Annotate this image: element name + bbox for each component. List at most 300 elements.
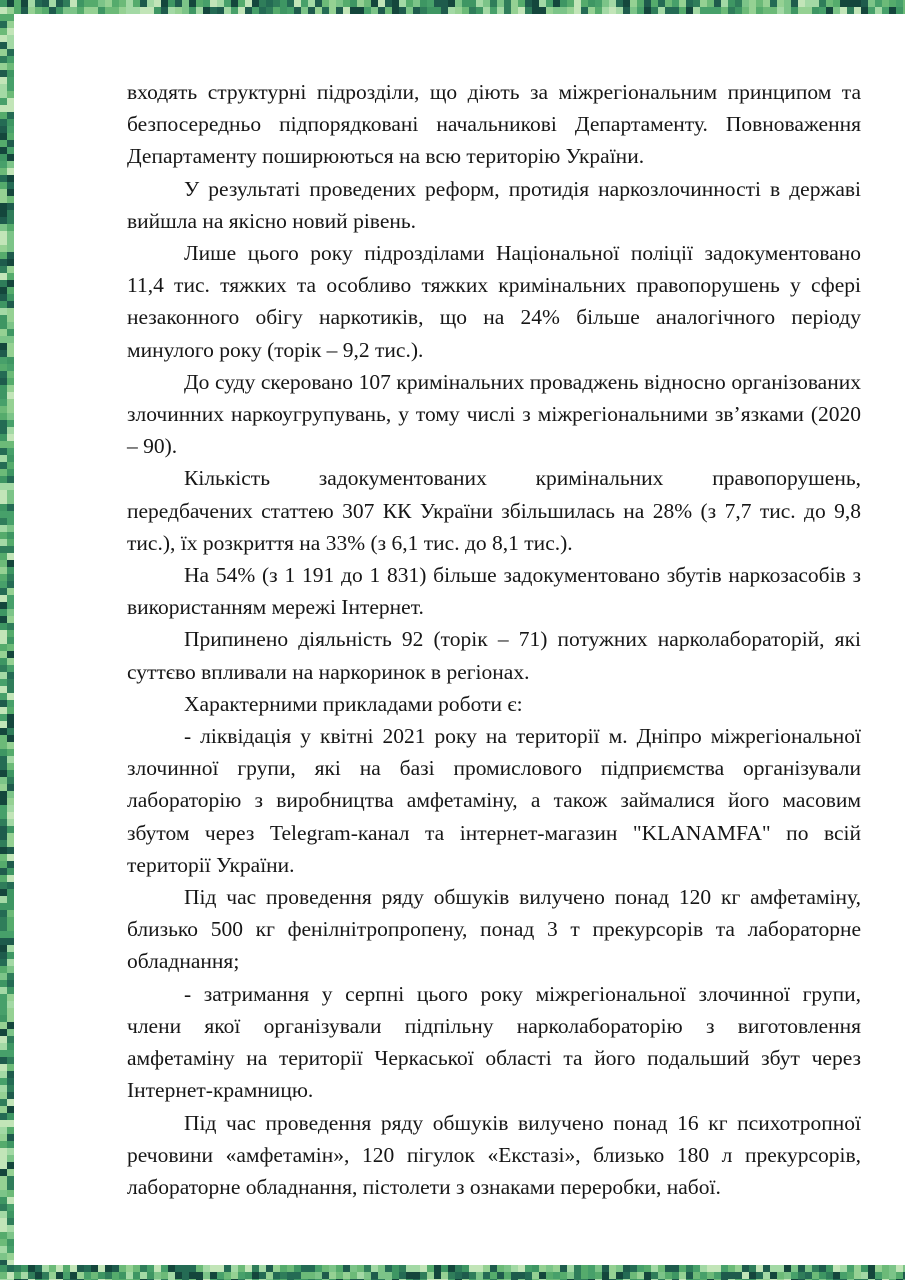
mosaic-square (0, 448, 7, 455)
mosaic-square (0, 462, 7, 469)
mosaic-square (315, 7, 322, 14)
mosaic-square (7, 196, 14, 203)
mosaic-square (609, 7, 616, 14)
mosaic-square (511, 7, 518, 14)
mosaic-square (182, 1272, 189, 1279)
mosaic-square (7, 168, 14, 175)
mosaic-square (0, 119, 7, 126)
mosaic-square (0, 742, 7, 749)
mosaic-square (728, 1272, 735, 1279)
mosaic-square (0, 1183, 7, 1190)
mosaic-square (812, 0, 819, 7)
mosaic-square (0, 1197, 7, 1204)
mosaic-square (21, 0, 28, 7)
mosaic-square (280, 0, 287, 7)
mosaic-square (0, 350, 7, 357)
mosaic-square (315, 1265, 322, 1272)
mosaic-square (0, 1071, 7, 1078)
mosaic-square (0, 1085, 7, 1092)
mosaic-square (0, 525, 7, 532)
mosaic-square (658, 7, 665, 14)
mosaic-square (0, 896, 7, 903)
mosaic-square (504, 1265, 511, 1272)
mosaic-square (56, 1265, 63, 1272)
mosaic-square (0, 385, 7, 392)
mosaic-square (63, 7, 70, 14)
mosaic-square (840, 7, 847, 14)
mosaic-square (7, 273, 14, 280)
mosaic-square (0, 1113, 7, 1120)
mosaic-square (0, 1141, 7, 1148)
mosaic-square (77, 0, 84, 7)
mosaic-square (294, 0, 301, 7)
mosaic-square (7, 224, 14, 231)
mosaic-square (791, 1272, 798, 1279)
mosaic-square (406, 1265, 413, 1272)
mosaic-square (42, 1272, 49, 1279)
mosaic-square (0, 224, 7, 231)
mosaic-square (7, 1141, 14, 1148)
mosaic-square (567, 1265, 574, 1272)
mosaic-square (0, 1120, 7, 1127)
mosaic-square (854, 7, 861, 14)
mosaic-square (497, 7, 504, 14)
mosaic-square (777, 0, 784, 7)
mosaic-square (546, 1265, 553, 1272)
mosaic-square (0, 693, 7, 700)
mosaic-square (882, 0, 889, 7)
mosaic-square (238, 0, 245, 7)
mosaic-square (0, 252, 7, 259)
mosaic-square (0, 651, 7, 658)
mosaic-square (7, 245, 14, 252)
mosaic-square (0, 1211, 7, 1218)
mosaic-square (497, 1272, 504, 1279)
mosaic-square (343, 1272, 350, 1279)
mosaic-square (560, 1265, 567, 1272)
mosaic-square (7, 21, 14, 28)
mosaic-square (7, 581, 14, 588)
mosaic-square (532, 0, 539, 7)
mosaic-square (0, 294, 7, 301)
mosaic-square (0, 700, 7, 707)
mosaic-square (714, 1272, 721, 1279)
mosaic-square (7, 1064, 14, 1071)
mosaic-square (7, 462, 14, 469)
mosaic-square (0, 1176, 7, 1183)
mosaic-square (0, 567, 7, 574)
mosaic-square (7, 966, 14, 973)
mosaic-square (378, 7, 385, 14)
mosaic-square (91, 1265, 98, 1272)
mosaic-square (854, 0, 861, 7)
mosaic-square (147, 1272, 154, 1279)
mosaic-square (476, 1265, 483, 1272)
mosaic-square (0, 1092, 7, 1099)
mosaic-square (7, 56, 14, 63)
mosaic-square (826, 1272, 833, 1279)
mosaic-square (399, 1265, 406, 1272)
mosaic-square (182, 1265, 189, 1272)
mosaic-square (7, 490, 14, 497)
mosaic-square (0, 154, 7, 161)
mosaic-square (392, 0, 399, 7)
mosaic-square (7, 749, 14, 756)
mosaic-square (819, 7, 826, 14)
mosaic-square (14, 1265, 21, 1272)
mosaic-square (140, 7, 147, 14)
mosaic-square (7, 0, 14, 7)
mosaic-square (700, 0, 707, 7)
mosaic-square (7, 280, 14, 287)
mosaic-square (308, 0, 315, 7)
mosaic-square (0, 105, 7, 112)
mosaic-square (7, 77, 14, 84)
mosaic-square (7, 672, 14, 679)
mosaic-square (469, 1265, 476, 1272)
mosaic-square (343, 0, 350, 7)
mosaic-square (7, 301, 14, 308)
mosaic-square (560, 1272, 567, 1279)
mosaic-square (0, 98, 7, 105)
mosaic-square (77, 1272, 84, 1279)
mosaic-square (0, 770, 7, 777)
mosaic-square (175, 1272, 182, 1279)
mosaic-square (588, 7, 595, 14)
mosaic-square (441, 1272, 448, 1279)
mosaic-square (224, 0, 231, 7)
mosaic-square (7, 154, 14, 161)
mosaic-square (0, 749, 7, 756)
mosaic-square (735, 1265, 742, 1272)
mosaic-square (476, 0, 483, 7)
mosaic-square (413, 1265, 420, 1272)
mosaic-square (0, 1204, 7, 1211)
mosaic-square (875, 0, 882, 7)
mosaic-square (7, 721, 14, 728)
mosaic-square (784, 0, 791, 7)
mosaic-square (224, 7, 231, 14)
mosaic-square (420, 1272, 427, 1279)
mosaic-square (539, 1272, 546, 1279)
mosaic-square (273, 1265, 280, 1272)
mosaic-square (7, 1148, 14, 1155)
mosaic-square (0, 1001, 7, 1008)
mosaic-square (539, 1265, 546, 1272)
mosaic-square (0, 441, 7, 448)
mosaic-square (0, 336, 7, 343)
mosaic-square (448, 0, 455, 7)
mosaic-square (91, 7, 98, 14)
mosaic-square (651, 0, 658, 7)
mosaic-square (854, 1272, 861, 1279)
mosaic-square (525, 7, 532, 14)
mosaic-square (28, 7, 35, 14)
mosaic-square (0, 1239, 7, 1246)
mosaic-square (595, 7, 602, 14)
mosaic-square (728, 1265, 735, 1272)
mosaic-square (56, 7, 63, 14)
mosaic-square (0, 574, 7, 581)
mosaic-square (525, 0, 532, 7)
paragraph-documented-crimes: Лише цього року підрозділами Національної поліції задокументовано 11,4 тис. тяжких та особливо тяжких кримінальних правопорушень у сфері незаконного обігу наркотиків, що на 24% більше аналогічного періоду минулого року (торік – 9,2 тис.). (127, 241, 861, 362)
mosaic-square (7, 497, 14, 504)
mosaic-square (161, 7, 168, 14)
mosaic-square (826, 7, 833, 14)
mosaic-square (658, 1265, 665, 1272)
mosaic-square (0, 826, 7, 833)
mosaic-square (35, 1272, 42, 1279)
mosaic-square (637, 7, 644, 14)
mosaic-square (532, 1265, 539, 1272)
mosaic-square (245, 7, 252, 14)
mosaic-square (840, 1272, 847, 1279)
mosaic-square (7, 959, 14, 966)
mosaic-square (0, 273, 7, 280)
mosaic-square (7, 833, 14, 840)
mosaic-square (553, 7, 560, 14)
mosaic-square (672, 0, 679, 7)
mosaic-square (0, 938, 7, 945)
mosaic-square (196, 7, 203, 14)
mosaic-square (168, 1272, 175, 1279)
mosaic-square (763, 7, 770, 14)
mosaic-square (147, 7, 154, 14)
mosaic-square (658, 1272, 665, 1279)
mosaic-square (0, 987, 7, 994)
mosaic-square (7, 70, 14, 77)
mosaic-square (0, 1057, 7, 1064)
mosaic-square (7, 1078, 14, 1085)
mosaic-square (511, 1265, 518, 1272)
mosaic-square (112, 7, 119, 14)
mosaic-square (0, 511, 7, 518)
mosaic-square (518, 1265, 525, 1272)
mosaic-square (651, 1265, 658, 1272)
mosaic-square (98, 1265, 105, 1272)
mosaic-square (259, 7, 266, 14)
mosaic-square (7, 448, 14, 455)
mosaic-square (679, 1265, 686, 1272)
mosaic-square (0, 497, 7, 504)
mosaic-square (329, 1272, 336, 1279)
mosaic-square (7, 924, 14, 931)
mosaic-square (0, 854, 7, 861)
mosaic-square (273, 0, 280, 7)
mosaic-square (784, 1272, 791, 1279)
mosaic-square (546, 0, 553, 7)
mosaic-square (0, 196, 7, 203)
mosaic-square (385, 1265, 392, 1272)
decorative-border-top (0, 0, 905, 14)
mosaic-square (749, 1272, 756, 1279)
mosaic-square (672, 1265, 679, 1272)
mosaic-square (441, 7, 448, 14)
mosaic-square (7, 329, 14, 336)
mosaic-square (168, 1265, 175, 1272)
mosaic-square (0, 182, 7, 189)
mosaic-square (7, 609, 14, 616)
mosaic-square (392, 1265, 399, 1272)
mosaic-square (7, 1099, 14, 1106)
mosaic-square (7, 91, 14, 98)
mosaic-square (7, 231, 14, 238)
mosaic-square (112, 0, 119, 7)
mosaic-square (175, 7, 182, 14)
mosaic-square (896, 1265, 903, 1272)
mosaic-square (0, 861, 7, 868)
mosaic-square (0, 434, 7, 441)
mosaic-square (7, 1155, 14, 1162)
mosaic-square (7, 805, 14, 812)
mosaic-square (252, 7, 259, 14)
mosaic-square (0, 392, 7, 399)
mosaic-square (553, 1272, 560, 1279)
mosaic-square (7, 1057, 14, 1064)
mosaic-square (7, 1071, 14, 1078)
mosaic-square (7, 707, 14, 714)
mosaic-square (7, 588, 14, 595)
mosaic-square (7, 910, 14, 917)
mosaic-square (49, 1272, 56, 1279)
mosaic-square (7, 413, 14, 420)
mosaic-square (0, 413, 7, 420)
mosaic-square (7, 287, 14, 294)
mosaic-square (567, 0, 574, 7)
mosaic-square (0, 518, 7, 525)
mosaic-square (0, 1265, 7, 1272)
mosaic-square (721, 0, 728, 7)
mosaic-square (441, 1265, 448, 1272)
mosaic-square (889, 1272, 896, 1279)
mosaic-square (868, 7, 875, 14)
mosaic-square (469, 7, 476, 14)
mosaic-square (7, 371, 14, 378)
mosaic-square (7, 637, 14, 644)
mosaic-square (231, 0, 238, 7)
mosaic-square (196, 1272, 203, 1279)
mosaic-square (287, 1272, 294, 1279)
mosaic-square (875, 7, 882, 14)
mosaic-square (518, 7, 525, 14)
mosaic-square (0, 546, 7, 553)
mosaic-square (0, 602, 7, 609)
mosaic-square (602, 1265, 609, 1272)
mosaic-square (105, 7, 112, 14)
mosaic-square (7, 693, 14, 700)
mosaic-square (7, 105, 14, 112)
mosaic-square (7, 504, 14, 511)
mosaic-square (168, 0, 175, 7)
mosaic-square (812, 1265, 819, 1272)
mosaic-square (343, 7, 350, 14)
mosaic-square (210, 7, 217, 14)
mosaic-square (0, 805, 7, 812)
mosaic-square (0, 1253, 7, 1260)
mosaic-square (252, 1272, 259, 1279)
mosaic-square (679, 1272, 686, 1279)
mosaic-square (0, 308, 7, 315)
mosaic-square (539, 0, 546, 7)
mosaic-square (686, 1265, 693, 1272)
mosaic-square (623, 0, 630, 7)
mosaic-square (336, 1265, 343, 1272)
mosaic-square (490, 0, 497, 7)
mosaic-square (546, 7, 553, 14)
mosaic-square (105, 1272, 112, 1279)
mosaic-square (805, 0, 812, 7)
mosaic-square (518, 1272, 525, 1279)
mosaic-square (280, 1265, 287, 1272)
mosaic-square (189, 0, 196, 7)
mosaic-square (637, 1265, 644, 1272)
mosaic-square (7, 623, 14, 630)
mosaic-square (126, 1272, 133, 1279)
mosaic-square (7, 1029, 14, 1036)
mosaic-square (7, 861, 14, 868)
mosaic-square (301, 1265, 308, 1272)
mosaic-square (0, 560, 7, 567)
mosaic-square (7, 350, 14, 357)
mosaic-square (385, 7, 392, 14)
mosaic-square (126, 1265, 133, 1272)
mosaic-square (336, 7, 343, 14)
mosaic-square (322, 1272, 329, 1279)
mosaic-square (420, 0, 427, 7)
paragraph-examples-heading: Характерними прикладами роботи є: (184, 691, 523, 716)
mosaic-square (238, 1272, 245, 1279)
mosaic-square (7, 126, 14, 133)
mosaic-square (0, 427, 7, 434)
mosaic-square (434, 0, 441, 7)
paragraph-cherkasy-case: - затримання у серпні цього року міжрегіональної злочинної групи, члени якої організували підпільну нарколабораторію з виготовлення амфетаміну на території Черкаської області та його подальший збут через Інтернет-крамницю. (127, 981, 861, 1103)
mosaic-square (371, 1265, 378, 1272)
mosaic-square (770, 1272, 777, 1279)
mosaic-square (189, 7, 196, 14)
mosaic-square (0, 1272, 7, 1279)
mosaic-square (91, 0, 98, 7)
paragraph-internet-sales: На 54% (з 1 191 до 1 831) більше задокументовано збутів наркозасобів з використанням мережі Інтернет. (127, 563, 861, 620)
decorative-border-left (0, 0, 14, 1280)
mosaic-square (0, 532, 7, 539)
mosaic-square (329, 0, 336, 7)
mosaic-square (259, 1265, 266, 1272)
mosaic-square (700, 1265, 707, 1272)
mosaic-square (518, 0, 525, 7)
mosaic-square (567, 7, 574, 14)
mosaic-square (7, 84, 14, 91)
mosaic-square (574, 7, 581, 14)
mosaic-square (0, 70, 7, 77)
mosaic-square (763, 1265, 770, 1272)
mosaic-square (0, 469, 7, 476)
mosaic-square (595, 1272, 602, 1279)
mosaic-square (567, 1272, 574, 1279)
mosaic-square (364, 7, 371, 14)
mosaic-square (630, 1265, 637, 1272)
mosaic-square (798, 1265, 805, 1272)
mosaic-square (0, 210, 7, 217)
mosaic-square (77, 1265, 84, 1272)
mosaic-square (343, 1265, 350, 1272)
mosaic-square (805, 1265, 812, 1272)
mosaic-square (7, 644, 14, 651)
mosaic-square (28, 1265, 35, 1272)
mosaic-square (693, 1265, 700, 1272)
mosaic-square (0, 665, 7, 672)
mosaic-square (455, 7, 462, 14)
mosaic-square (651, 1272, 658, 1279)
